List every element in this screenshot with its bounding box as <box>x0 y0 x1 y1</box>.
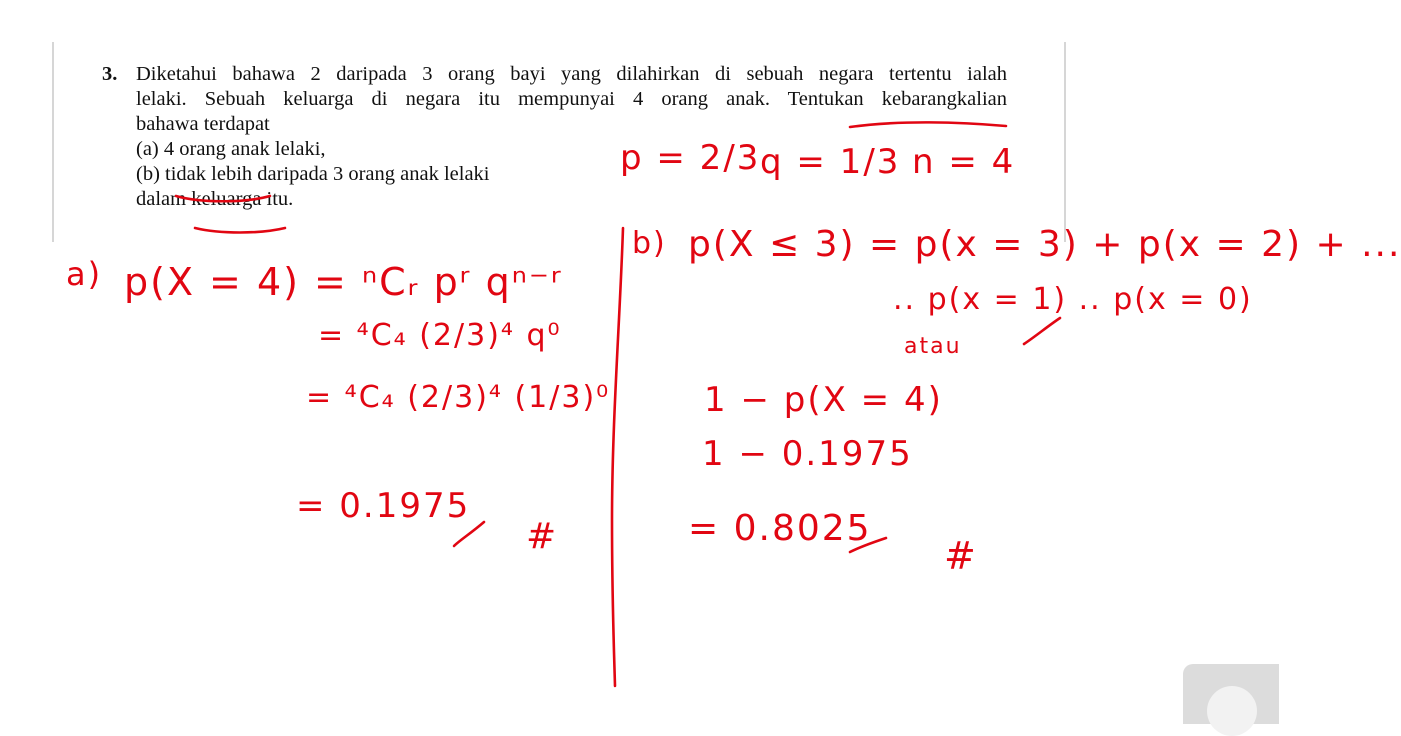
underline-tidak-lebih <box>176 196 270 201</box>
part-b-line-2: .. p(x = 1) .. p(x = 0) <box>893 282 1253 317</box>
divider-line <box>612 228 623 686</box>
part-b-end-mark: # <box>944 534 978 578</box>
given-p: p = 2/3 <box>620 138 761 178</box>
part-b-line-1: p(X ≤ 3) = p(x = 3) + p(x = 2) + ... <box>688 224 1401 265</box>
given-n: n = 4 <box>912 142 1016 182</box>
underline-keluarga <box>195 228 285 233</box>
tick-part-b <box>850 538 886 552</box>
part-b-answer: = 0.8025 <box>688 508 872 549</box>
part-b-label: b) <box>632 226 667 261</box>
question-line-2: lelaki. Sebuah keluarga di negara itu mempunyai 4 orang anak. Tentukan kebarangkalian <box>136 88 1007 110</box>
tick-part-a <box>454 522 484 546</box>
part-b-line-3: 1 − p(X = 4) <box>704 380 943 420</box>
nav-button-circle-icon <box>1207 686 1257 736</box>
part-a-text: (a) 4 orang anak lelaki, <box>136 138 326 160</box>
part-a-line-1: p(X = 4) = ⁿCᵣ pʳ qⁿ⁻ʳ <box>124 260 563 304</box>
part-a-end-mark: # <box>526 516 559 557</box>
part-b-text-cont: dalam keluarga itu. <box>136 188 294 210</box>
part-a-label: a) <box>66 255 103 293</box>
part-b-line-4: 1 − 0.1975 <box>702 434 913 474</box>
question-number: 3. <box>102 63 118 85</box>
part-b-text: (b) tidak lebih daripada 3 orang anak lelaki <box>136 163 490 185</box>
part-a-line-2: = ⁴C₄ (2/3)⁴ q⁰ <box>318 318 562 353</box>
question-line-3: bahawa terdapat <box>136 113 270 135</box>
overlay-nav-button[interactable] <box>1183 664 1279 724</box>
given-q: q = 1/3 <box>760 142 901 182</box>
underline-kebarangkalian <box>850 122 1006 127</box>
part-a-answer: = 0.1975 <box>296 486 471 526</box>
part-a-line-3: = ⁴C₄ (2/3)⁴ (1/3)⁰ <box>306 380 611 415</box>
part-b-atau: atau <box>904 334 962 359</box>
tick-part-b-top <box>1024 318 1060 344</box>
question-line-1: Diketahui bahawa 2 daripada 3 orang bayi yang dilahirkan di sebuah negara tertentu ialah <box>136 63 1007 85</box>
